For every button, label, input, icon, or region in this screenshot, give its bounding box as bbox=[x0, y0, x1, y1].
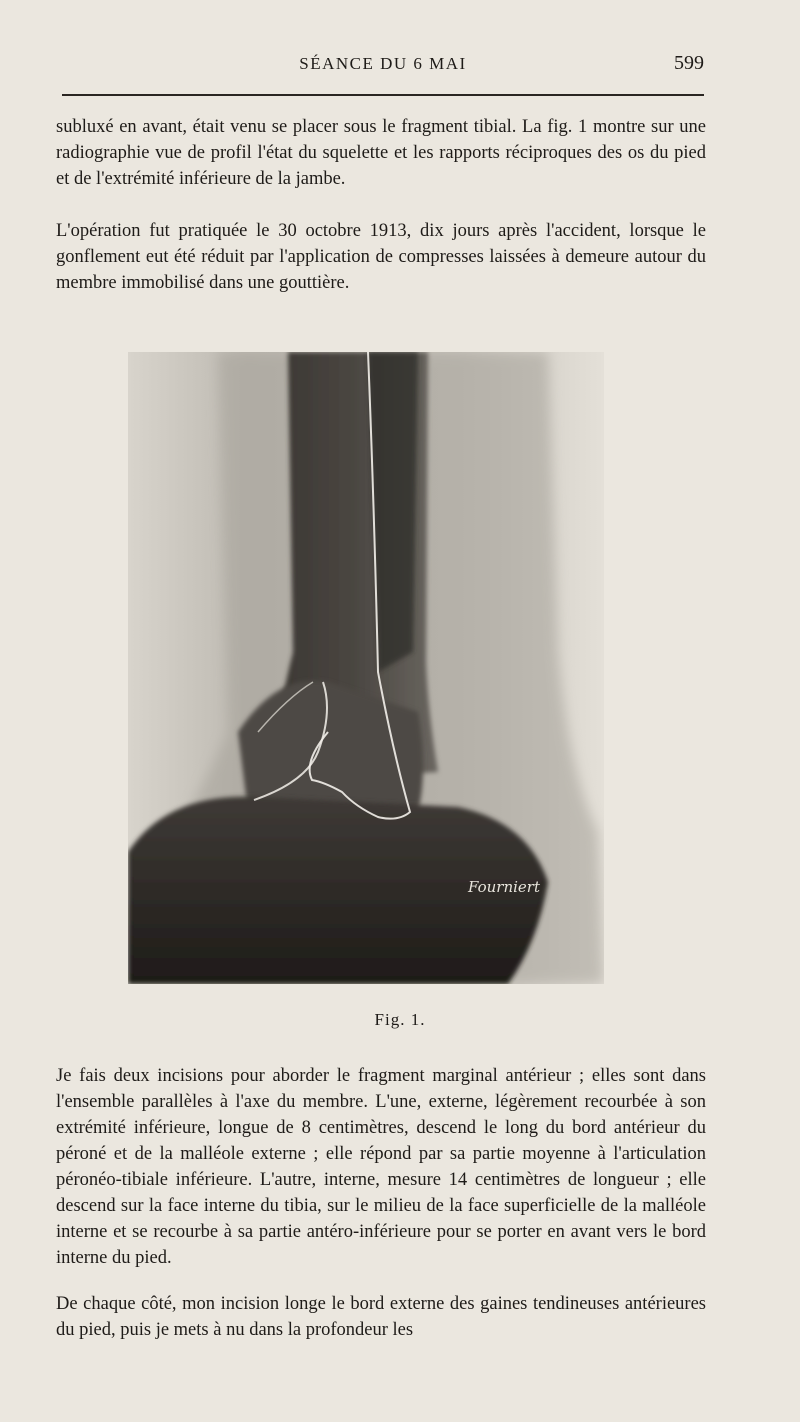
paragraph-1: subluxé en avant, était venu se placer sous le fragment tibial. La fig. 1 montre sur une radiographie vue de profil l'état du squelette et les rapports réciproques des os du pied et de l'extrémité inférieure de la jambe. bbox=[56, 117, 706, 189]
figure-caption: Fig. 1. bbox=[374, 1010, 426, 1029]
paragraph-2: L'opération fut pratiquée le 30 octobre 1913, dix jours après l'accident, lorsque le gonflement eut été réduit par l'application de compresses laissées à demeure autour du membre immobilisé dans une gouttière. bbox=[56, 221, 706, 293]
radiograph-image bbox=[128, 352, 604, 984]
paragraph-3: Je fais deux incisions pour aborder le fragment marginal antérieur ; elles sont dans l'ensemble parallèles à l'axe du membre. L'une, externe, légèrement recourbée à son extrémité inférieure, longue de 8 centimètres, descend le long du bord antérieur du péroné et de la malléole externe ; elle répond par sa partie moyenne à l'articulation péronéo-tibiale inférieure. L'autre, interne, mesure 14 centimètres de longueur ; elle descend sur la face interne du tibia, sur le milieu de la face superficielle de la malléole interne et se recourbe à sa partie antéro-inférieure pour se porter en avant vers le bord interne du pied. bbox=[56, 1066, 706, 1268]
radiograph-figure bbox=[128, 352, 604, 984]
header-rule bbox=[62, 94, 704, 96]
radiograph-signature: Fourniert bbox=[468, 878, 540, 896]
running-title: SÉANCE DU 6 MAI bbox=[299, 54, 467, 73]
paragraph-4: De chaque côté, mon incision longe le bord externe des gaines tendineuses antérieures du pied, puis je mets à nu dans la profondeur les bbox=[56, 1294, 706, 1340]
page-number: 599 bbox=[674, 52, 704, 74]
page-header bbox=[62, 50, 704, 78]
